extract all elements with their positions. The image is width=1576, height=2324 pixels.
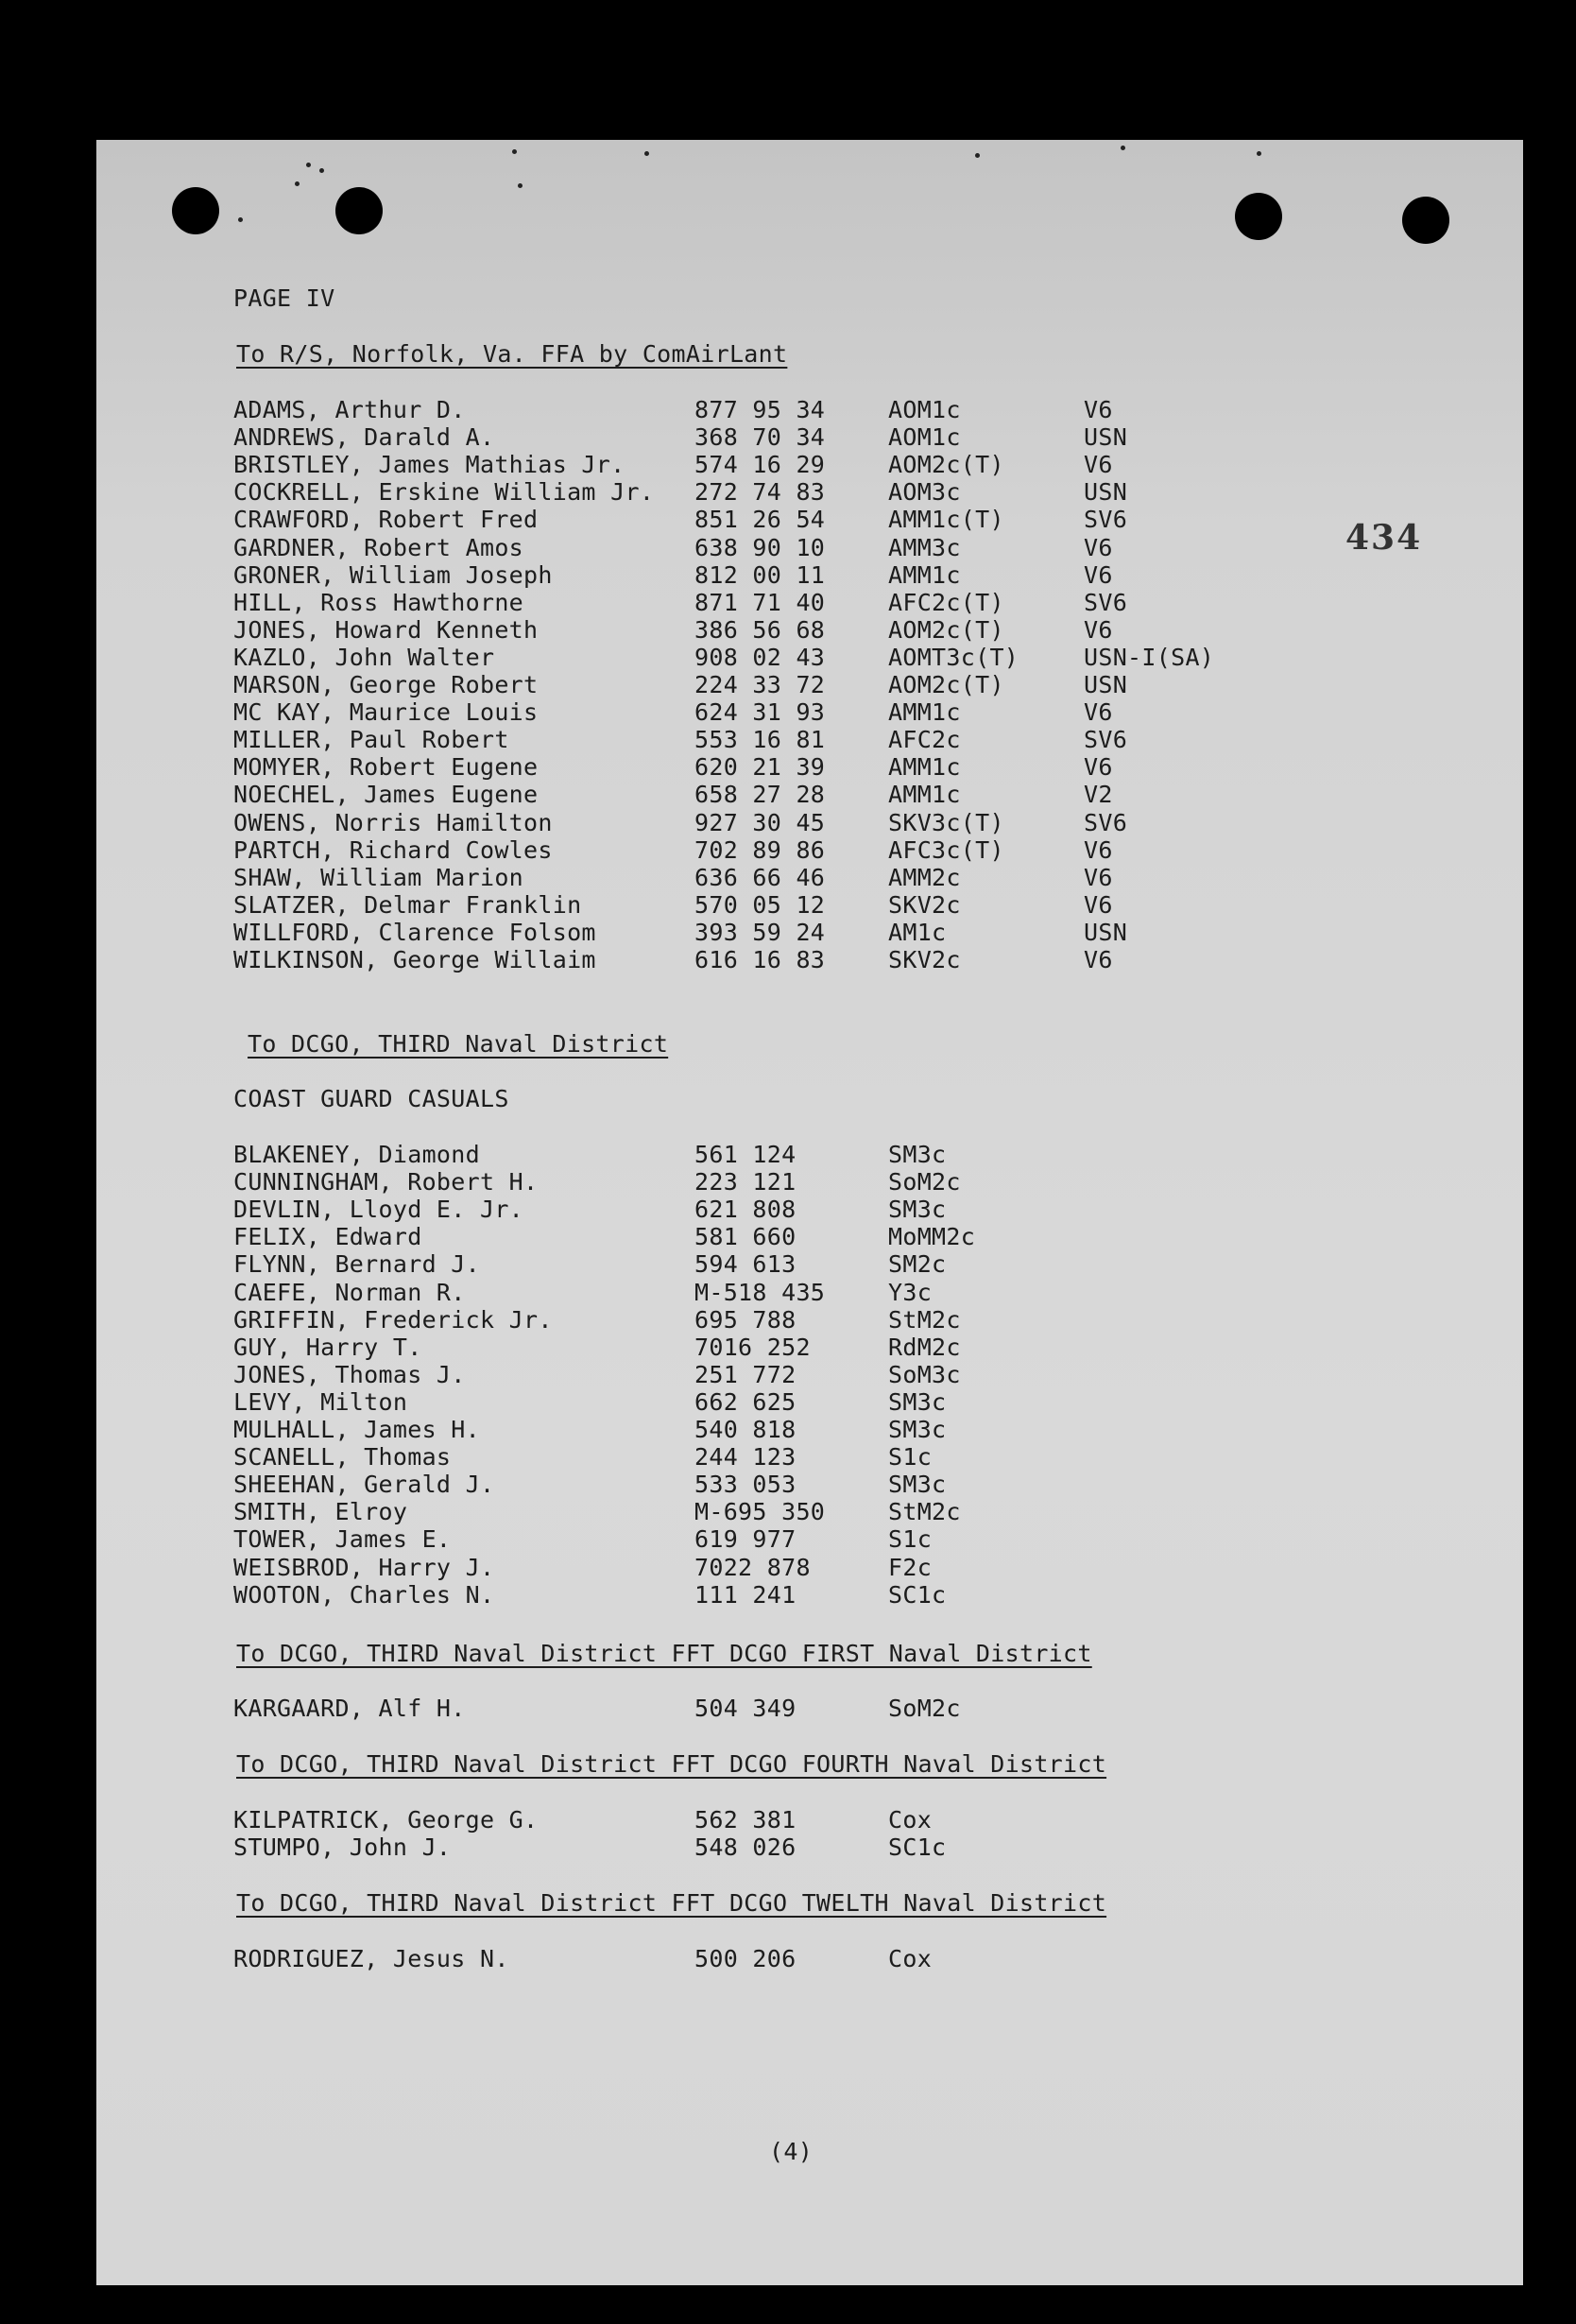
person-name: DEVLIN, Lloyd E. Jr. — [233, 1196, 524, 1224]
rating: Y3c — [888, 1278, 933, 1306]
service-number: 393 59 24 — [694, 918, 826, 946]
person-name: WILLFORD, Clarence Folsom — [233, 918, 596, 946]
rating: AOM2c(T) — [888, 671, 1004, 698]
service-number: 570 05 12 — [694, 890, 826, 919]
classification: SV6 — [1084, 808, 1128, 836]
rating: AOM2c(T) — [888, 615, 1004, 644]
rating: AOM2c(T) — [888, 451, 1004, 479]
service-number: 7022 878 — [694, 1553, 811, 1581]
person-name: MILLER, Paul Robert — [233, 726, 509, 754]
service-number: 812 00 11 — [694, 560, 826, 589]
rating: AOM1c — [888, 423, 961, 452]
classification: V6 — [1084, 753, 1113, 782]
classification: USN — [1084, 671, 1128, 698]
person-name: NOECHEL, James Eugene — [233, 781, 539, 809]
service-number: 877 95 34 — [694, 396, 826, 423]
service-number: 616 16 83 — [694, 946, 826, 973]
person-name: STUMPO, John J. — [233, 1833, 452, 1862]
person-name: SCANELL, Thomas — [233, 1443, 452, 1472]
service-number: M-518 435 — [694, 1278, 826, 1306]
service-number: 636 66 46 — [694, 863, 826, 891]
rating: SM3c — [888, 1196, 947, 1224]
person-name: ANDREWS, Darald A. — [233, 423, 495, 452]
rating: StM2c — [888, 1498, 961, 1526]
person-name: TOWER, James E. — [233, 1525, 452, 1554]
classification: V2 — [1084, 781, 1113, 809]
section-header: To DCGO, THIRD Naval District FFT DCGO FOURTH Naval District — [236, 1750, 1107, 1778]
person-name: MARSON, George Robert — [233, 671, 539, 698]
service-number: 251 772 — [694, 1360, 797, 1388]
service-number: 553 16 81 — [694, 726, 826, 754]
classification: USN-I(SA) — [1084, 643, 1215, 671]
rating: AMM1c — [888, 781, 961, 809]
service-number: 624 31 93 — [694, 698, 826, 727]
rating: SoM3c — [888, 1360, 961, 1388]
person-name: MULHALL, James H. — [233, 1416, 480, 1443]
page-label: PAGE IV — [233, 284, 335, 312]
rating: AFC3c(T) — [888, 835, 1004, 864]
rating: SM3c — [888, 1416, 947, 1443]
person-name: KARGAARD, Alf H. — [233, 1695, 466, 1722]
rating: RdM2c — [888, 1333, 961, 1361]
service-number: 548 026 — [694, 1833, 797, 1862]
classification: V6 — [1084, 946, 1113, 973]
person-name: WILKINSON, George Willaim — [233, 946, 596, 973]
rating: AOMT3c(T) — [888, 643, 1019, 671]
person-name: MOMYER, Robert Eugene — [233, 753, 539, 782]
person-name: HILL, Ross Hawthorne — [233, 588, 524, 616]
service-number: 540 818 — [694, 1416, 797, 1443]
service-number: 581 660 — [694, 1223, 797, 1251]
rating: AMM1c — [888, 560, 961, 589]
person-name: JONES, Howard Kenneth — [233, 615, 539, 644]
service-number: 500 206 — [694, 1945, 797, 1972]
classification: USN — [1084, 423, 1128, 452]
service-number: 561 124 — [694, 1141, 797, 1168]
person-name: GARDNER, Robert Amos — [233, 533, 524, 561]
service-number: 662 625 — [694, 1387, 797, 1416]
rating: SKV2c — [888, 890, 961, 919]
rating: SC1c — [888, 1833, 947, 1862]
rating: AMM2c — [888, 863, 961, 891]
rating: SM3c — [888, 1141, 947, 1168]
service-number: 224 33 72 — [694, 671, 826, 698]
classification: V6 — [1084, 615, 1113, 644]
section-header: To DCGO, THIRD Naval District — [248, 1030, 669, 1058]
classification: V6 — [1084, 451, 1113, 479]
person-name: CRAWFORD, Robert Fred — [233, 506, 539, 534]
person-name: FLYNN, Bernard J. — [233, 1250, 480, 1279]
person-name: MC KAY, Maurice Louis — [233, 698, 539, 727]
section-header: To R/S, Norfolk, Va. FFA by ComAirLant — [236, 340, 788, 368]
person-name: SMITH, Elroy — [233, 1498, 408, 1526]
person-name: COCKRELL, Erskine William Jr. — [233, 478, 655, 507]
service-number: 619 977 — [694, 1525, 797, 1554]
punch-hole — [335, 187, 383, 234]
person-name: SHAW, William Marion — [233, 863, 524, 891]
service-number: 533 053 — [694, 1471, 797, 1499]
classification: SV6 — [1084, 726, 1128, 754]
classification: USN — [1084, 918, 1128, 946]
person-name: GRIFFIN, Frederick Jr. — [233, 1305, 553, 1334]
rating: StM2c — [888, 1305, 961, 1334]
punch-hole — [1235, 193, 1282, 240]
rating: Cox — [888, 1806, 933, 1833]
rating: AMM1c — [888, 753, 961, 782]
person-name: SHEEHAN, Gerald J. — [233, 1471, 495, 1499]
rating: SoM2c — [888, 1695, 961, 1722]
service-number: M-695 350 — [694, 1498, 826, 1526]
person-name: GUY, Harry T. — [233, 1333, 422, 1361]
service-number: 386 56 68 — [694, 615, 826, 644]
service-number: 621 808 — [694, 1196, 797, 1224]
page-number-stamp: 434 — [1345, 518, 1423, 558]
service-number: 638 90 10 — [694, 533, 826, 561]
classification: V6 — [1084, 698, 1113, 727]
service-number: 908 02 43 — [694, 643, 826, 671]
rating: SC1c — [888, 1580, 947, 1609]
person-name: BLAKENEY, Diamond — [233, 1141, 480, 1168]
service-number: 368 70 34 — [694, 423, 826, 452]
punch-hole — [1402, 197, 1449, 244]
footer-page-number: (4) — [769, 2138, 814, 2165]
person-name: OWENS, Norris Hamilton — [233, 808, 553, 836]
classification: V6 — [1084, 863, 1113, 891]
classification: V6 — [1084, 835, 1113, 864]
classification: V6 — [1084, 533, 1113, 561]
rating: AMM3c — [888, 533, 961, 561]
person-name: RODRIGUEZ, Jesus N. — [233, 1945, 509, 1972]
section-subheader: COAST GUARD CASUALS — [233, 1085, 509, 1112]
person-name: JONES, Thomas J. — [233, 1360, 466, 1388]
service-number: 504 349 — [694, 1695, 797, 1722]
rating: AM1c — [888, 918, 947, 946]
rating: SKV3c(T) — [888, 808, 1004, 836]
service-number: 244 123 — [694, 1443, 797, 1472]
service-number: 658 27 28 — [694, 781, 826, 809]
service-number: 695 788 — [694, 1305, 797, 1334]
rating: SM3c — [888, 1387, 947, 1416]
service-number: 851 26 54 — [694, 506, 826, 534]
rating: AMM1c — [888, 698, 961, 727]
service-number: 111 241 — [694, 1580, 797, 1609]
rating: AOM3c — [888, 478, 961, 507]
person-name: KILPATRICK, George G. — [233, 1806, 539, 1833]
classification: USN — [1084, 478, 1128, 507]
rating: MoMM2c — [888, 1223, 976, 1251]
service-number: 620 21 39 — [694, 753, 826, 782]
rating: F2c — [888, 1553, 933, 1581]
service-number: 272 74 83 — [694, 478, 826, 507]
classification: V6 — [1084, 890, 1113, 919]
person-name: WOOTON, Charles N. — [233, 1580, 495, 1609]
rating: AFC2c(T) — [888, 588, 1004, 616]
service-number: 594 613 — [694, 1250, 797, 1279]
person-name: WEISBROD, Harry J. — [233, 1553, 495, 1581]
punch-hole — [172, 187, 219, 234]
rating: S1c — [888, 1525, 933, 1554]
service-number: 871 71 40 — [694, 588, 826, 616]
document-page — [96, 140, 1523, 2285]
service-number: 7016 252 — [694, 1333, 811, 1361]
service-number: 927 30 45 — [694, 808, 826, 836]
rating: SoM2c — [888, 1168, 961, 1196]
person-name: PARTCH, Richard Cowles — [233, 835, 553, 864]
rating: AFC2c — [888, 726, 961, 754]
section-header: To DCGO, THIRD Naval District FFT DCGO FIRST Naval District — [236, 1640, 1092, 1667]
service-number: 574 16 29 — [694, 451, 826, 479]
rating: SM3c — [888, 1471, 947, 1499]
person-name: GRONER, William Joseph — [233, 560, 553, 589]
classification: V6 — [1084, 396, 1113, 423]
rating: AMM1c(T) — [888, 506, 1004, 534]
rating: AOM1c — [888, 396, 961, 423]
service-number: 223 121 — [694, 1168, 797, 1196]
rating: S1c — [888, 1443, 933, 1472]
rating: SM2c — [888, 1250, 947, 1279]
classification: V6 — [1084, 560, 1113, 589]
person-name: ADAMS, Arthur D. — [233, 396, 466, 423]
person-name: BRISTLEY, James Mathias Jr. — [233, 451, 625, 479]
service-number: 562 381 — [694, 1806, 797, 1833]
classification: SV6 — [1084, 506, 1128, 534]
person-name: CUNNINGHAM, Robert H. — [233, 1168, 539, 1196]
person-name: KAZLO, John Walter — [233, 643, 495, 671]
person-name: CAEFE, Norman R. — [233, 1278, 466, 1306]
person-name: SLATZER, Delmar Franklin — [233, 890, 582, 919]
classification: SV6 — [1084, 588, 1128, 616]
section-header: To DCGO, THIRD Naval District FFT DCGO TWELTH Naval District — [236, 1889, 1107, 1917]
person-name: LEVY, Milton — [233, 1387, 408, 1416]
rating: Cox — [888, 1945, 933, 1972]
service-number: 702 89 86 — [694, 835, 826, 864]
person-name: FELIX, Edward — [233, 1223, 422, 1251]
rating: SKV2c — [888, 946, 961, 973]
